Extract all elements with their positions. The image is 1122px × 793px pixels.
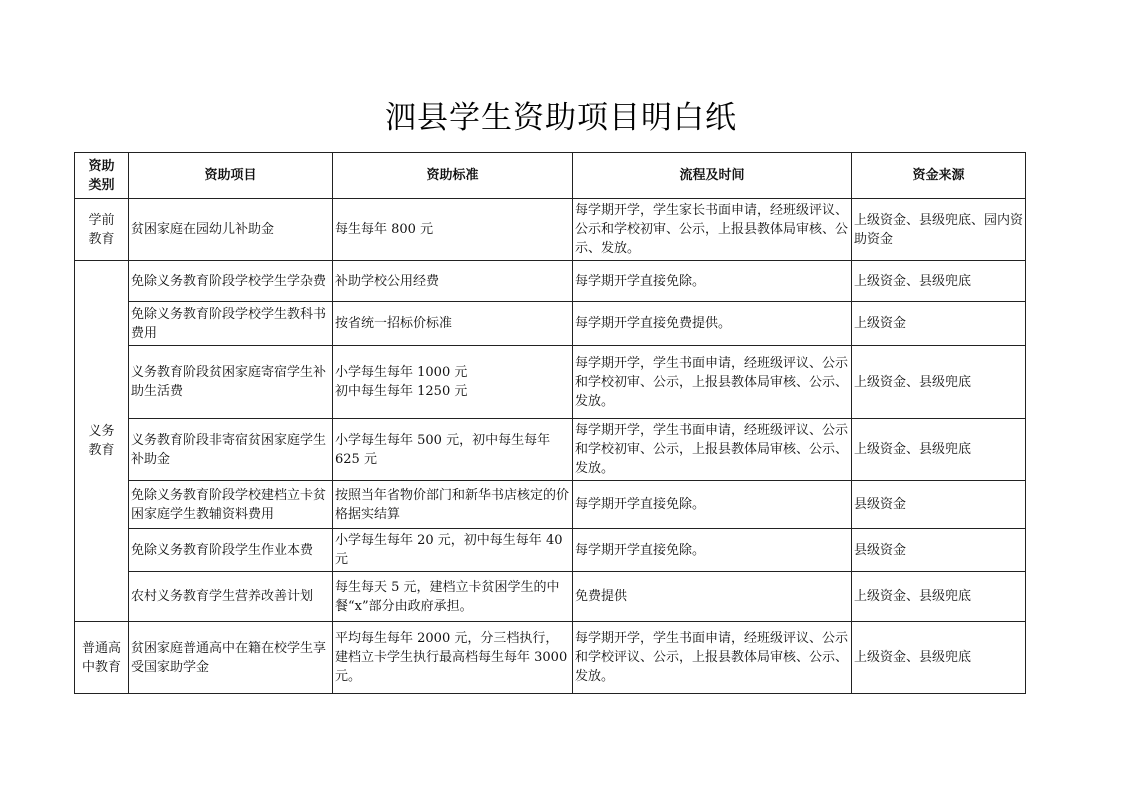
- source-cell: 上级资金、县级兜底: [852, 572, 1026, 622]
- header-category: 资助 类别: [75, 153, 129, 199]
- process-cell: 免费提供: [573, 572, 852, 622]
- table-row: [75, 261, 1026, 302]
- header-process: 流程及时间: [573, 153, 852, 199]
- header-row: [75, 153, 1026, 199]
- table-row: [75, 302, 1026, 346]
- table-row: [75, 572, 1026, 622]
- project-cell: 农村义务教育学生营养改善计划: [129, 572, 333, 622]
- standard-cell: 小学每生每年 20 元，初中每生每年 40 元: [333, 529, 573, 572]
- category-cell-compulsory: 义务 教育: [75, 261, 129, 622]
- header-standard: 资助标准: [333, 153, 573, 199]
- standard-cell: 每生每天 5 元，建档立卡贫困学生的中餐“x”部分由政府承担。: [333, 572, 573, 622]
- process-cell: 每学期开学，学生书面申请，经班级评议、公示和学校初审、公示，上报县教体局审核、公示、发放。: [573, 346, 852, 419]
- process-cell: 每学期开学直接免费提供。: [573, 302, 852, 346]
- project-cell: 免除义务教育阶段学校学生学杂费: [129, 261, 333, 302]
- standard-cell: 补助学校公用经费: [333, 261, 573, 302]
- header-project: 资助项目: [129, 153, 333, 199]
- source-cell: 上级资金、县级兜底: [852, 261, 1026, 302]
- project-cell: 贫困家庭普通高中在籍在校学生享受国家助学金: [129, 622, 333, 694]
- process-cell: 每学期开学，学生家长书面申请，经班级评议、公示和学校初审、公示，上报县教体局审核、公示、发放。: [573, 199, 852, 261]
- table-row: [75, 529, 1026, 572]
- project-cell: 义务教育阶段贫困家庭寄宿学生补助生活费: [129, 346, 333, 419]
- source-cell: 县级资金: [852, 481, 1026, 529]
- process-cell: 每学期开学直接免除。: [573, 261, 852, 302]
- category-cell-highschool: 普通高 中教育: [75, 622, 129, 694]
- process-cell: 每学期开学直接免除。: [573, 529, 852, 572]
- table-row: [75, 346, 1026, 419]
- source-cell: 上级资金、县级兜底: [852, 346, 1026, 419]
- project-cell: 免除义务教育阶段学生作业本费: [129, 529, 333, 572]
- process-cell: 每学期开学，学生书面申请，经班级评议、公示和学校初审、公示，上报县教体局审核、公示、发放。: [573, 419, 852, 481]
- source-cell: 上级资金、县级兜底: [852, 622, 1026, 694]
- standard-cell: 按省统一招标价标准: [333, 302, 573, 346]
- project-cell: 义务教育阶段非寄宿贫困家庭学生补助金: [129, 419, 333, 481]
- source-cell: 上级资金: [852, 302, 1026, 346]
- project-cell: 免除义务教育阶段学校建档立卡贫困家庭学生教辅资料费用: [129, 481, 333, 529]
- process-cell: 每学期开学，学生书面申请，经班级评议、公示和学校评议、公示，上报县教体局审核、公示、发放。: [573, 622, 852, 694]
- project-cell: 贫困家庭在园幼儿补助金: [129, 199, 333, 261]
- standard-cell: 小学每生每年 500 元，初中每生每年 625 元: [333, 419, 573, 481]
- table-row: [75, 481, 1026, 529]
- header-source: 资金来源: [852, 153, 1026, 199]
- standard-cell: 平均每生每年 2000 元，分三档执行，建档立卡学生执行最高档每生每年 3000 元。: [333, 622, 573, 694]
- document-title: 泗县学生资助项目明白纸: [385, 100, 737, 136]
- aid-projects-table: [74, 152, 1026, 694]
- table-row: [75, 199, 1026, 261]
- standard-cell: 按照当年省物价部门和新华书店核定的价格据实结算: [333, 481, 573, 529]
- source-cell: 上级资金、县级兜底: [852, 419, 1026, 481]
- table-row: [75, 622, 1026, 694]
- standard-cell: 小学每生每年 1000 元 初中每生每年 1250 元: [333, 346, 573, 419]
- source-cell: 上级资金、县级兜底、园内资助资金: [852, 199, 1026, 261]
- process-cell: 每学期开学直接免除。: [573, 481, 852, 529]
- standard-cell: 每生每年 800 元: [333, 199, 573, 261]
- source-cell: 县级资金: [852, 529, 1026, 572]
- project-cell: 免除义务教育阶段学校学生教科书费用: [129, 302, 333, 346]
- table-row: [75, 419, 1026, 481]
- category-cell-preschool: 学前 教育: [75, 199, 129, 261]
